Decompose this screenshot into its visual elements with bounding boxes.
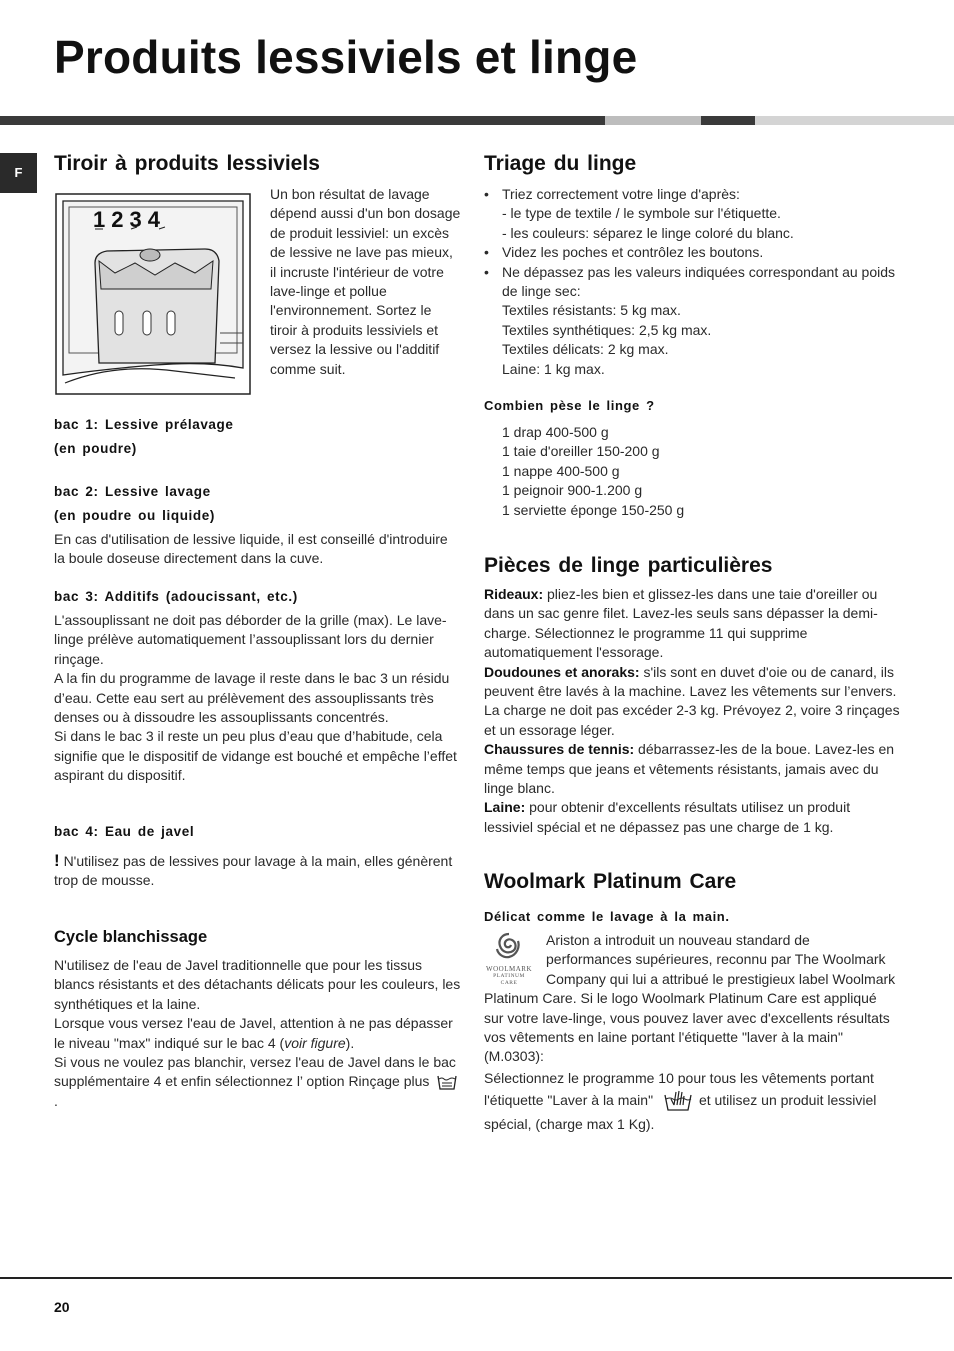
drawer-figure [55,193,251,395]
page-number: 20 [54,1299,70,1315]
triage-bullet: • Triez correctement votre linge d'après: [484,185,896,204]
bac3-label: bac 3: Additifs (adoucissant, etc.) [54,589,298,604]
footer-rule [0,1277,952,1279]
bac2-label: bac 2: Lessive lavage [54,484,211,499]
pieces-desc: s'ils sont en duvet d'oie ou de canard, ils peuvent être lavés à la machine. Lavez les vêtements sur l’envers. La charge ne doit pas excéder 2-3 kg. Prévoyez 2, voire 3 rinçages et un essorage léger. [484,663,900,738]
woolmark-paragraph [484,1067,896,1135]
weight-list [502,423,882,520]
compartment-label: 2 [111,207,130,232]
weight-item: 1 peignoir 900-1.200 g [502,482,643,499]
tiroir-intro: Un bon résultat de lavage dépend aussi d'un bon dosage de produit lessiviel: un excès de lessive ne lave pas mieux, il incruste l'intérieur de votre lave-linge et pollue l'environnement. Sortez le tiroir à produits lessiviels et versez la lessive ou l'additif comme suit. [270,186,461,377]
bac3-text [54,611,464,786]
woolmark-logo-word: CARE [500,980,518,986]
triage-sub-item: Textiles délicats: 2 kg max. [502,341,669,358]
triage-sub-item: - les couleurs: séparez le linge coloré du blanc. [502,224,794,241]
heading-woolmark: Woolmark Platinum Care [484,870,737,893]
bac1-label-sub: (en poudre) [54,441,137,456]
hand-wash-icon [663,1089,693,1113]
pieces-item [484,798,902,837]
pieces-desc: pliez-les bien et glissez-les dans une taie d'oreiller ou dans un sac genre filet. Lavez-les seuls sans dépasser la demi-charge. Sélectionnez le programme 11 qui supprime automatiquement l'essorage. [484,586,878,661]
triage-sub-item: Textiles résistants: 5 kg max. [502,302,681,319]
bac3-paragraph: A la fin du programme de lavage il reste dans le bac 3 un résidu d’eau. Cette eau sert au prélèvement des assouplissants très denses ou à dissoudre les assouplissants concentrés. [54,670,450,726]
heading-pieces: Pièces de linge particulières [484,554,773,577]
weight-item: 1 nappe 400-500 g [502,462,620,479]
bac3-paragraph: Si dans le bac 3 il reste un peu plus d’eau que d’habitude, cela signifie que le dispositif de vidange est bouché et empêche l’effet aspirant du dispositif. [54,728,457,784]
header-color-bar [0,116,954,125]
weight-item: 1 taie d'oreiller 150-200 g [502,443,660,460]
triage-bullet: • Ne dépassez pas les valeurs indiquées correspondant au poids de linge sec: [484,263,896,302]
bac1-label: bac 1: Lessive prélavage [54,417,234,432]
woolmark-text [484,931,896,1135]
pieces-term: Laine: [484,799,526,816]
pieces-term: Doudounes et anoraks: [484,663,640,680]
warning-note [54,851,454,891]
warning-text: N'utilisez pas de lessives pour lavage à la main, elles génèrent trop de mousse. [54,853,453,889]
weight-item: 1 serviette éponge 150-250 g [502,501,685,518]
compartment-label: 3 [129,207,148,232]
drawer-compartment-labels [93,207,166,233]
woolmark-text-part: et utilisez un produit lessiviel spécial, (charge max 1 Kg). [484,1091,877,1132]
weight-label: Combien pèse le linge ? [484,398,655,413]
cycle-text-part: ). [345,1034,355,1051]
bac4-label: bac 4: Eau de javel [54,824,195,839]
pieces-desc: débarrassez-les de la boue. Lavez-les en même temps que jeans et vêtements résistants, jamais avec du linge blanc. [484,741,895,797]
compartment-label: 1 [93,207,112,232]
pieces-desc: pour obtenir d'excellents résultats utilisez un produit lessiviel spécial et ne dépassez pas une charge de 1 kg. [484,799,851,835]
compartment-label: 4 [147,207,166,232]
pieces-item [484,663,902,741]
heading-tiroir: Tiroir à produits lessiviels [54,152,320,175]
triage-list [484,185,896,379]
pieces-item [484,740,902,798]
woolmark-logo-word: WOOLMARK [486,965,532,973]
weight-item: 1 drap 400-500 g [502,424,609,440]
language-tab: F [0,153,37,193]
cycle-text [54,956,462,1112]
pieces-term: Chaussures de tennis: [484,741,635,758]
cycle-text-italic: voir figure [284,1034,346,1051]
heading-triage: Triage du linge [484,152,637,175]
woolmark-logo-word: PLATINUM [493,973,525,979]
pieces-term: Rideaux: [484,586,544,602]
triage-sub-item: Textiles synthétiques: 2,5 kg max. [502,321,712,338]
triage-bullet: • Videz les poches et contrôlez les boutons. [484,243,896,262]
cycle-paragraph [54,1014,462,1053]
bac2-text: En cas d'utilisation de lessive liquide, il est conseillé d'introduire la boule doseuse directement dans la cuve. [54,531,448,567]
cycle-text-part: Lorsque vous versez l'eau de Javel, attention à ne pas dépasser le niveau "max" indiqué sur le bac 4 ( [54,1015,453,1051]
cycle-text-part: Si vous ne voulez pas blanchir, versez l'eau de Javel dans le bac supplémentaire 4 et enfin sélectionnez l’ option Rinçage plus [54,1054,456,1090]
page-title: Produits lessiviels et linge [54,31,638,83]
heading-cycle: Cycle blanchissage [54,928,208,946]
woolmark-paragraph: Ariston a introduit un nouveau standard de performances supérieures, reconnu par The Woolmark Company qui lui a attribué le prestigieux label Woolmark Platinum Care. Si le logo Woolmark Platinum Care est appliqué sur votre lave-linge, vous pouvez laver avec d'excellents résultats vos vêtements en laine portant l'étiquette "laver à la main" (M.0303): [484,932,896,1065]
cycle-paragraph [54,1053,462,1112]
triage-sub-item: Laine: 1 kg max. [502,360,605,377]
pieces-item [484,585,902,663]
woolmark-label: Délicat comme le lavage à la main. [484,909,730,924]
woolmark-text-part: Sélectionnez le programme 10 pour tous les vêtements portant l'étiquette "Laver à la main" [484,1069,874,1108]
cycle-paragraph: N'utilisez de l'eau de Javel traditionnelle que pour les tissus blancs résistants et des détachants délicats pour les couleurs, les synthétiques et la laine. [54,957,461,1012]
warning-icon: ! [54,851,60,870]
bac2-label-sub: (en poudre ou liquide) [54,508,215,523]
rinse-plus-icon [436,1072,458,1092]
triage-sub-item: - le type de textile / le symbole sur l'étiquette. [502,205,781,222]
pieces-text [484,585,902,837]
cycle-text-part: . [54,1093,58,1110]
bac3-paragraph: L'assouplissant ne doit pas déborder de la grille (max). Le lave-linge prélève automatiquement l’assouplissant lors du dernier rinçage. [54,612,447,667]
